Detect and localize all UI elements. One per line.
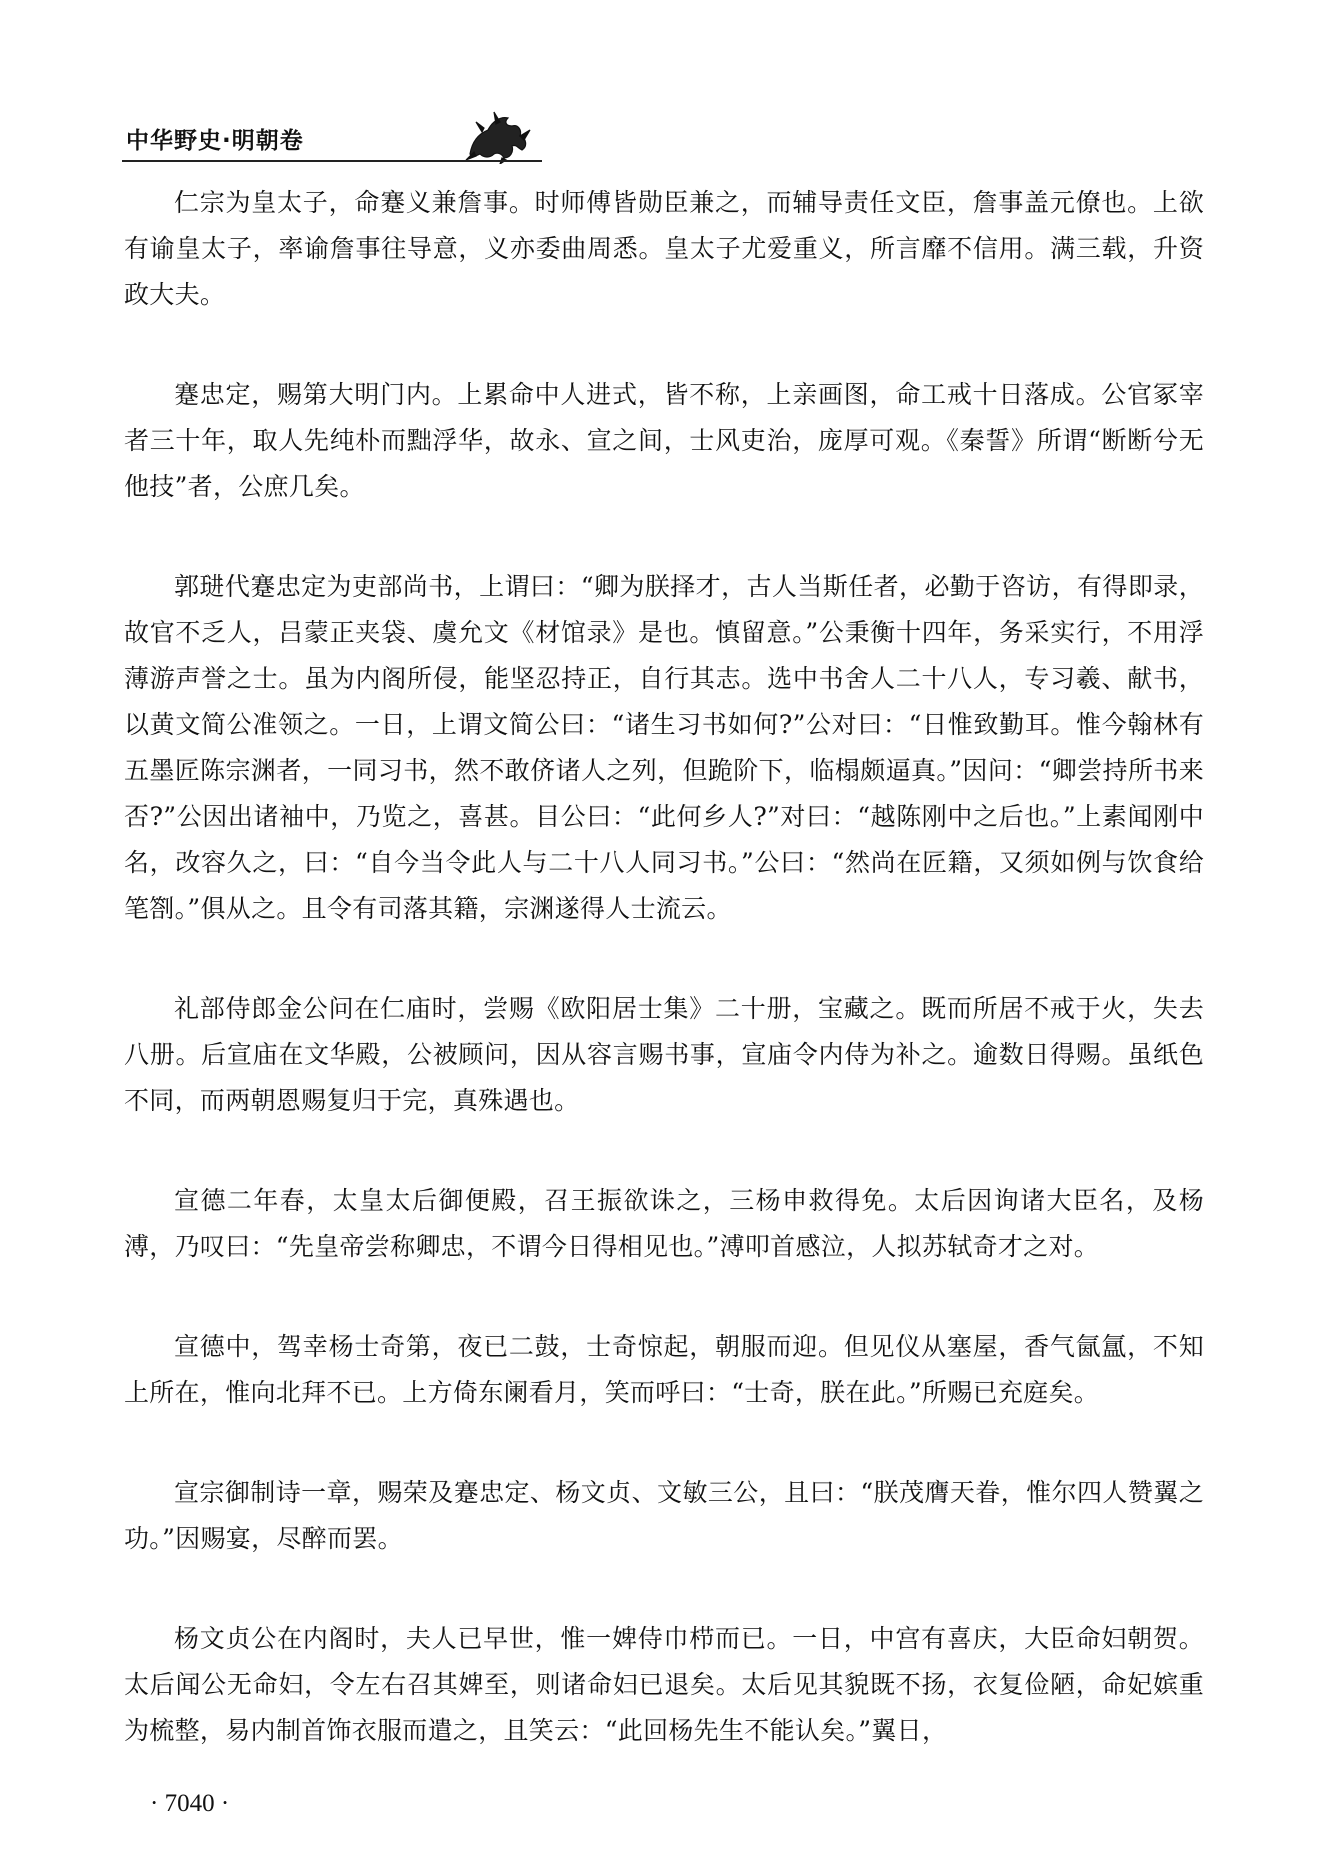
running-header <box>122 108 542 170</box>
paragraph: 郭琎代蹇忠定为吏部尚书，上谓曰：“卿为朕择才，古人当斯任者，必勤于咨访，有得即录，故官不乏人，吕蒙正夹袋、虞允文《材馆录》是也。慎留意。”公秉衡十四年，务采实行，不用浮薄游声誉之士。虽为内阁所侵，能坚忍持正，自行其志。选中书舍人二十八人，专习羲、献书，以黄文简公准领之。一日，上谓文简公曰：“诸生习书如何?”公对曰：“日惟致勤耳。惟今翰林有五墨匠陈宗渊者，一同习书，然不敢侪诸人之列，但跪阶下，临榻颇逼真。”因问：“卿尝持所书来否?”公因出诸袖中，乃览之，喜甚。目公曰：“此何乡人?”对曰：“越陈刚中之后也。”上素闻刚中名，改容久之，曰：“自今当令此人与二十八人同习书。”公曰：“然尚在匠籍，又须如例与饮食给笔劄。”俱从之。且令有司落其籍，宗渊遂得人士流云。 <box>124 572 1204 923</box>
page-number: · 7040 · <box>150 1790 230 1817</box>
paragraph: 礼部侍郎金公问在仁庙时，尝赐《欧阳居士集》二十册，宝藏之。既而所居不戒于火，失去八册。后宣庙在文华殿，公被顾问，因从容言赐书事，宣庙令内侍为补之。逾数日得赐。虽纸色不同，而两朝恩赐复归于完，真殊遇也。 <box>124 994 1204 1115</box>
paragraph: 仁宗为皇太子，命蹇义兼詹事。时师傅皆勋臣兼之，而辅导责任文臣，詹事盖元僚也。上欲有谕皇太子，率谕詹事往导意，义亦委曲周悉。皇太子尤爱重义，所言靡不信用。满三载，升资政大夫。 <box>124 188 1204 309</box>
header-rule <box>122 160 542 162</box>
paragraph: 宣宗御制诗一章，赐荣及蹇忠定、杨文贞、文敏三公，且曰：“朕茂膺天眷，惟尔四人赞翼之功。”因赐宴，尽醉而罢。 <box>124 1478 1204 1553</box>
paragraph: 杨文贞公在内阁时，夫人已早世，惟一婢侍巾栉而已。一日，中宫有喜庆，大臣命妇朝贺。太后闻公无命妇，令左右召其婢至，则诸命妇已退矣。太后见其貌既不扬，衣复俭陋，命妃嫔重为梳整，易内制首饰衣服而遣之，且笑云：“此回杨先生不能认矣。”翼日， <box>124 1624 1204 1745</box>
main-text <box>124 180 1204 1808</box>
paragraph: 宣德中，驾幸杨士奇第，夜已二鼓，士奇惊起，朝服而迎。但见仪从塞屋，香气氤氲，不知上所在，惟向北拜不已。上方倚东阑看月，笑而呼曰：“士奇，朕在此。”所赐已充庭矣。 <box>124 1332 1204 1407</box>
paragraph: 蹇忠定，赐第大明门内。上累命中人进式，皆不称，上亲画图，命工戒十日落成。公官冢宰者三十年，取人先纯朴而黜浮华，故永、宣之间，士风吏治，庞厚可观。《秦誓》所谓“断断兮无他技”者，公庶几矣。 <box>124 380 1204 501</box>
dragon-emblem-icon <box>462 108 534 164</box>
book-title: 中华野史·明朝卷 <box>126 128 304 154</box>
paragraph: 宣德二年春，太皇太后御便殿，召王振欲诛之，三杨申救得免。太后因询诸大臣名，及杨溥，乃叹曰：“先皇帝尝称卿忠，不谓今日得相见也。”溥叩首感泣，人拟苏轼奇才之对。 <box>124 1186 1204 1261</box>
